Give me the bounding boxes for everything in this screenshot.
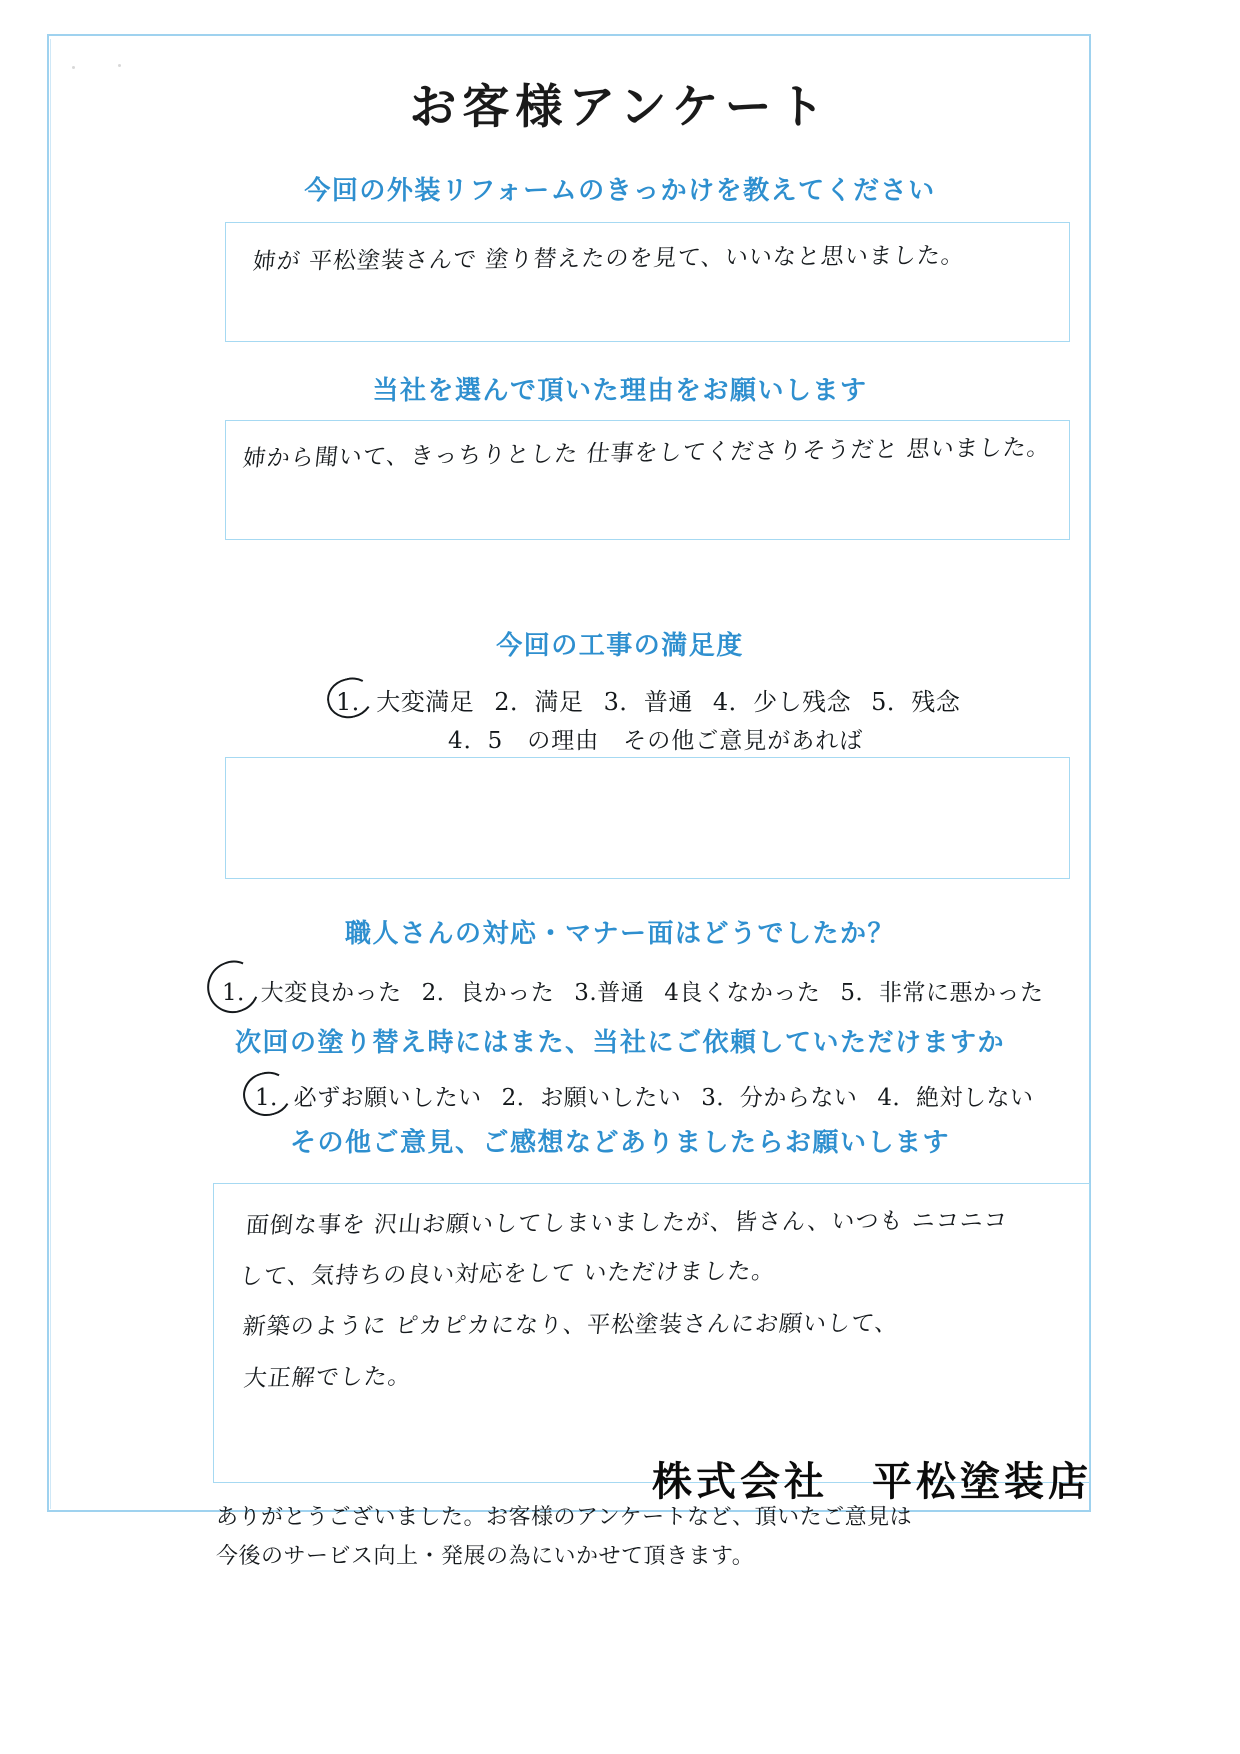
- satisfaction-sub-label: 4．5 の理由 その他ご意見があれば: [448, 728, 864, 754]
- option-satisfaction-1[interactable]: 1．大変満足: [336, 688, 475, 716]
- option-satisfaction-3[interactable]: 3．普通: [603, 688, 693, 716]
- option-repeat-2[interactable]: 2．お願いしたい: [501, 1085, 682, 1111]
- option-repeat-4[interactable]: 4．絶対しない: [877, 1085, 1034, 1111]
- question-heading-reason-trigger: 今回の外装リフォームのきっかけを教えてください: [304, 176, 936, 206]
- question-heading-satisfaction: 今回の工事の満足度: [496, 631, 744, 661]
- option-craftsman-5[interactable]: 5．非常に悪かった: [840, 980, 1044, 1006]
- answer-box-satisfaction-reason[interactable]: [225, 757, 1070, 879]
- option-satisfaction-4[interactable]: 4．少し残念: [712, 688, 852, 716]
- page-title: お客様アンケート: [409, 80, 831, 135]
- question-heading-free-comment: その他ご意見、ご感想などありましたらお願いします: [289, 1128, 950, 1158]
- option-repeat-1[interactable]: 1．必ずお願いしたい: [255, 1085, 482, 1111]
- option-satisfaction-5[interactable]: 5．残念: [871, 688, 961, 716]
- question-heading-repeat-request: 次回の塗り替え時にはまた、当社にご依頼していただけますか: [234, 1028, 1005, 1058]
- handwritten-answer-reason-choose-line1: 姉から聞いて、きっちりとした 仕事をしてくださりそうだと 思いました。: [241, 434, 1053, 473]
- option-row-craftsman[interactable]: [222, 974, 1044, 1007]
- handwritten-answer-reason-trigger-line1: 姉が 平松塗装さんで 塗り替えたのを見て、いいなと思いました。: [251, 242, 967, 276]
- scan-speck: [118, 64, 121, 67]
- option-row-repeat[interactable]: [255, 1079, 1034, 1112]
- option-craftsman-2[interactable]: 2．良かった: [421, 980, 555, 1006]
- question-heading-craftsman-manner: 職人さんの対応・マナー面はどうでしたか？: [344, 919, 895, 949]
- option-repeat-3[interactable]: 3．分からない: [701, 1085, 858, 1111]
- option-craftsman-1[interactable]: 1．大変良かった: [222, 980, 402, 1006]
- option-satisfaction-2[interactable]: 2．満足: [494, 688, 584, 716]
- handwritten-free-comment-line4: 大正解でした。: [242, 1363, 414, 1393]
- handwritten-free-comment-line3: 新築のように ピカピカになり、平松塗装さんにお願いして、: [241, 1310, 900, 1341]
- footer-thanks-line1: ありがとうございました。お客様のアンケートなど、頂いたご意見は: [216, 1505, 913, 1530]
- option-craftsman-3[interactable]: 3.普通: [574, 980, 645, 1006]
- option-row-satisfaction[interactable]: [336, 682, 960, 717]
- handwritten-free-comment-line1: 面倒な事を 沢山お願いしてしまいましたが、皆さん、いつも ニコニコ: [244, 1207, 1009, 1240]
- footer-thanks-line2: 今後のサービス向上・発展の為にいかせて頂きます。: [216, 1544, 755, 1569]
- option-craftsman-4[interactable]: 4良くなかった: [664, 980, 821, 1006]
- question-heading-reason-choose: 当社を選んで頂いた理由をお願いします: [372, 376, 868, 406]
- company-name: 株式会社 平松塗装店: [652, 1459, 1092, 1505]
- scan-speck: [72, 66, 75, 69]
- handwritten-free-comment-line2: して、気持ちの良い対応をして いただけました。: [238, 1258, 778, 1291]
